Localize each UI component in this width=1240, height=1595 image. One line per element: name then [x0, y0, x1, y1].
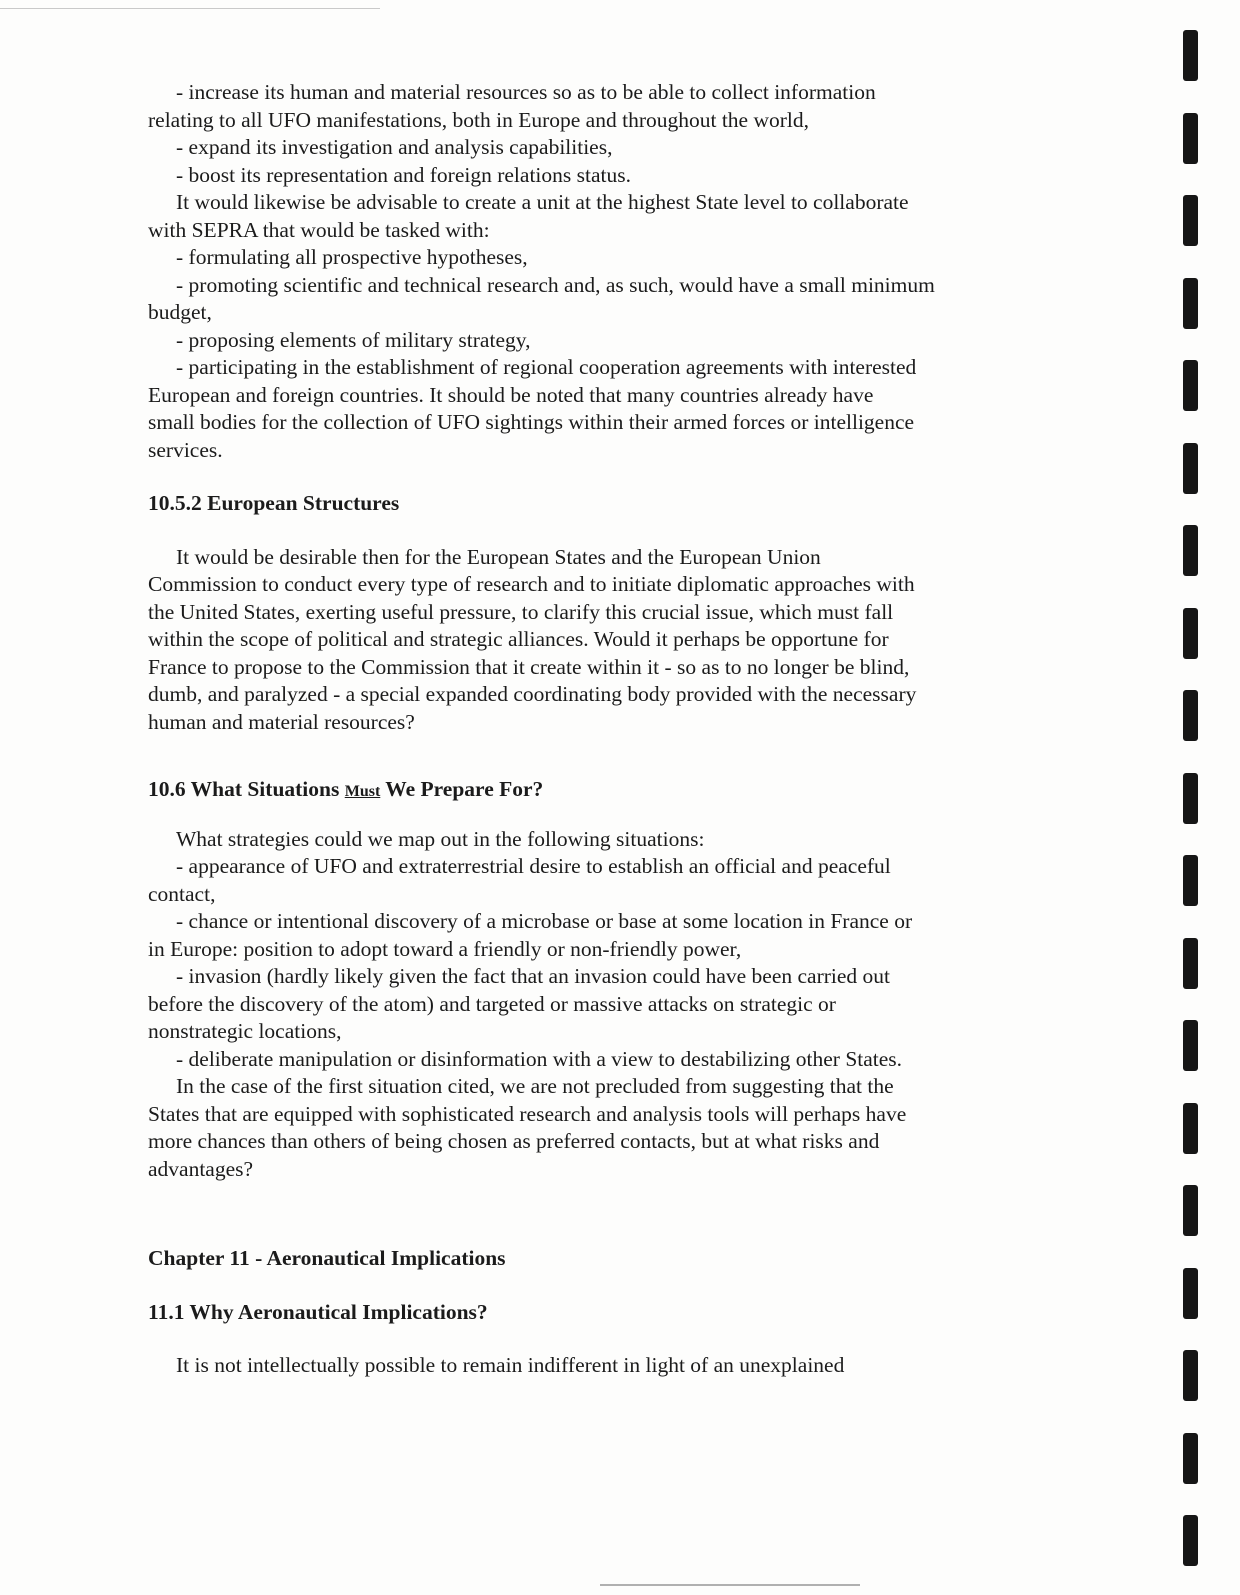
text-line: - increase its human and material resources so as to be able to collect information [176, 80, 876, 104]
scan-bottom-edge-line [600, 1584, 860, 1586]
text-line: States that are equipped with sophisticated research and analysis tools will perhaps have [148, 1101, 907, 1126]
text-line: relating to all UFO manifestations, both in Europe and throughout the world, [148, 107, 810, 132]
text-line: within the scope of political and strategic alliances. Would it perhaps be opportune for [148, 627, 889, 651]
text-line: - promoting scientific and technical research and, as such, would have a small minimum [176, 272, 935, 297]
text-line: France to propose to the Commission that it create within it - so as to no longer be blind, [148, 654, 910, 679]
text-line: - deliberate manipulation or disinformation with a view to destabilizing other States. [176, 1046, 903, 1071]
binding-hole [1183, 113, 1198, 164]
text-line: services. [148, 437, 223, 462]
text-line: advantages? [148, 1156, 254, 1181]
binding-hole [1183, 1103, 1198, 1154]
text-line: It would likewise be advisable to create a unit at the highest State level to collaborate [176, 190, 909, 214]
text-line: - chance or intentional discovery of a microbase or base at some location in France or [176, 909, 913, 933]
text-line: budget, [148, 300, 212, 324]
text-line: It is not intellectually possible to remain indifferent in light of an unexplained [176, 1353, 845, 1377]
text-line: European and foreign countries. It should be noted that many countries already have [148, 382, 874, 407]
text-line: - boost its representation and foreign relations status. [176, 162, 631, 187]
binding-hole [1183, 1185, 1198, 1236]
binding-hole [1183, 690, 1198, 741]
binding-hole [1183, 360, 1198, 411]
text-line: - formulating all prospective hypotheses, [176, 245, 528, 269]
text-line: before the discovery of the atom) and targeted or massive attacks on strategic or [148, 991, 836, 1016]
text-line: - expand its investigation and analysis capabilities, [176, 135, 613, 159]
binding-hole [1183, 773, 1198, 824]
text-line: - invasion (hardly likely given the fact that an invasion could have been carried out [176, 964, 891, 988]
binding-hole [1183, 1268, 1198, 1319]
text-line: small bodies for the collection of UFO sightings within their armed forces or intelligence [148, 410, 915, 434]
binding-hole [1183, 855, 1198, 906]
text-line: - appearance of UFO and extraterrestrial desire to establish an official and peaceful [176, 854, 891, 878]
binding-hole [1183, 1515, 1198, 1566]
heading-text: 10.6 What Situations [148, 777, 345, 801]
binding-hole [1183, 938, 1198, 989]
text-line: In the case of the first situation cited, we are not precluded from suggesting that the [176, 1074, 894, 1098]
text-line: the United States, exerting useful pressure, to clarify this crucial issue, which must fall [148, 599, 894, 624]
text-line: nonstrategic locations, [148, 1019, 342, 1043]
chapter-heading: Chapter 11 - Aeronautical Implications [148, 1246, 506, 1270]
text-line: more chances than others of being chosen as preferred contacts, but at what risks and [148, 1129, 880, 1153]
text-line: human and material resources? [148, 709, 415, 734]
text-line: Commission to conduct every type of research and to initiate diplomatic approaches with [148, 572, 915, 596]
binding-hole [1183, 443, 1198, 494]
heading-text: We Prepare For? [380, 777, 544, 801]
binding-hole [1183, 278, 1198, 329]
text-line: in Europe: position to adopt toward a friendly or non-friendly power, [148, 936, 742, 961]
text-line: contact, [148, 881, 216, 906]
binding-hole [1183, 1020, 1198, 1071]
binding-hole [1183, 525, 1198, 576]
text-line: It would be desirable then for the European States and the European Union [176, 544, 821, 569]
text-line: with SEPRA that would be tasked with: [148, 217, 490, 242]
section-heading: 10.5.2 European Structures [148, 491, 400, 515]
binding-hole [1183, 608, 1198, 659]
text-line: - participating in the establishment of regional cooperation agreements with interested [176, 355, 917, 379]
text-line: dumb, and paralyzed - a special expanded coordinating body provided with the necessary [148, 682, 917, 706]
binding-hole [1183, 1350, 1198, 1401]
binding-hole [1183, 30, 1198, 81]
section-heading [148, 776, 1048, 806]
heading-underlined-word: Must [344, 783, 381, 800]
binding-hole [1183, 195, 1198, 246]
scan-top-edge-line [0, 8, 380, 9]
binding-hole [1183, 1433, 1198, 1484]
section-heading: 11.1 Why Aeronautical Implications? [148, 1299, 488, 1324]
page-content [148, 79, 1048, 1380]
text-line: What strategies could we map out in the following situations: [176, 826, 705, 851]
text-line: - proposing elements of military strategy, [176, 327, 531, 352]
